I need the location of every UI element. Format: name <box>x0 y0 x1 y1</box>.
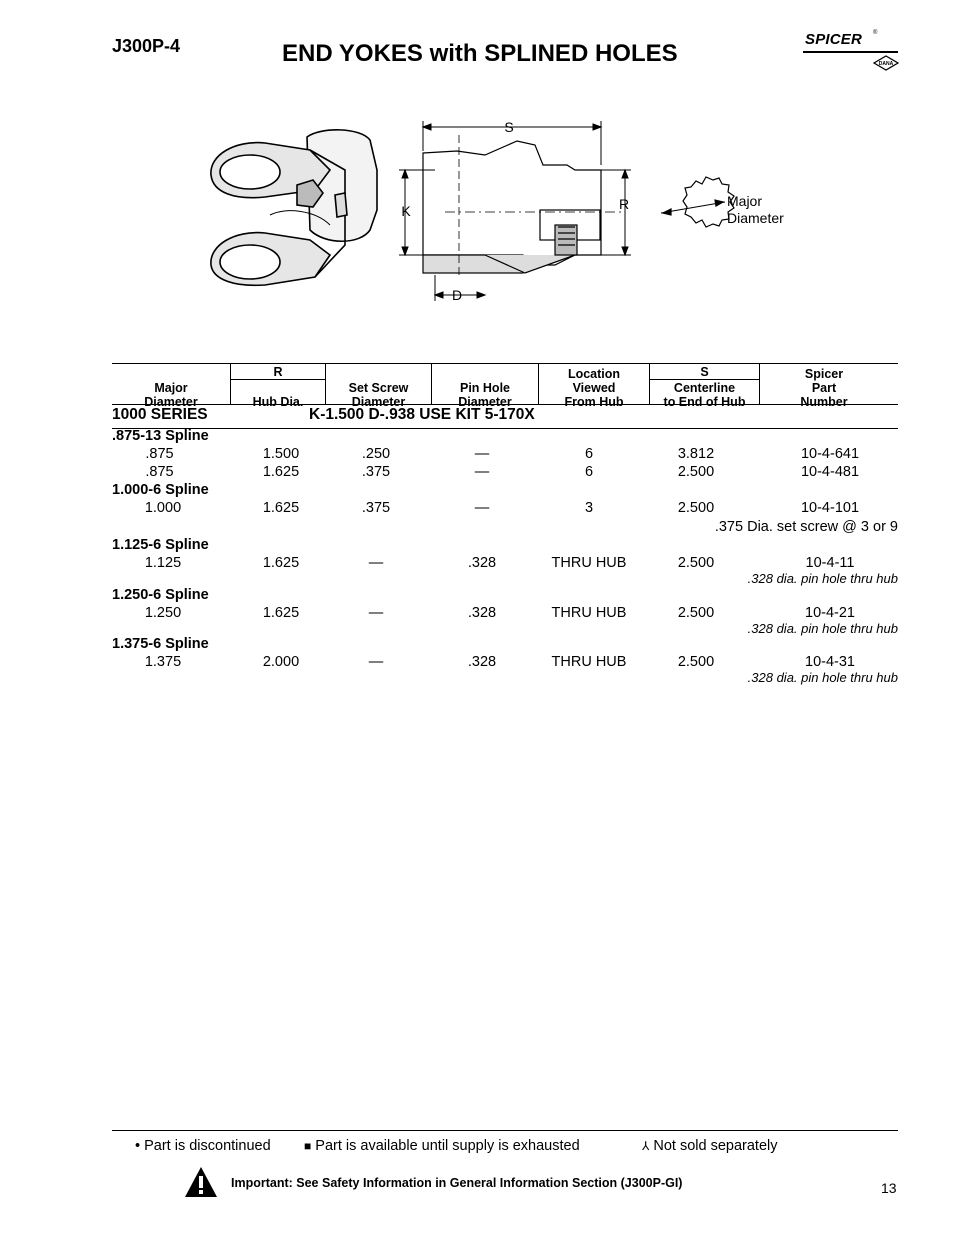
series-spec: K-1.500 D-.938 USE KIT 5-170X <box>309 406 535 423</box>
dimension-lines <box>399 121 631 301</box>
legend-supply: ■ Part is available until supply is exhausted <box>304 1138 580 1154</box>
header-centerline: Centerline to End of Hub <box>663 381 746 409</box>
page-title: END YOKES with SPLINED HOLES <box>282 40 678 67</box>
brand-name: SPICER <box>805 31 863 48</box>
row-note: .375 Dia. set screw @ 3 or 9 <box>714 519 898 535</box>
legend-not-sold: ⅄ Not sold separately <box>642 1138 778 1154</box>
spline-group-title: 1.250-6 Spline <box>112 587 209 603</box>
dim-s-label: S <box>504 119 514 135</box>
row-note: .328 dia. pin hole thru hub <box>747 670 898 685</box>
header-r: R <box>273 365 283 379</box>
bullet-icon: • <box>135 1138 141 1154</box>
footer-rule <box>112 1130 898 1131</box>
major-diameter-label-1: Major <box>727 193 763 209</box>
dim-r-label: R <box>618 196 630 212</box>
series-rule <box>112 428 898 429</box>
row-note: .328 dia. pin hole thru hub <box>747 621 898 636</box>
row-note: .328 dia. pin hole thru hub <box>747 571 898 586</box>
catalog-code: J300P-4 <box>112 36 181 56</box>
series-label: 1000 SERIES <box>112 406 208 423</box>
header-s: S <box>700 365 709 379</box>
page-number: 13 <box>881 1180 897 1196</box>
spline-group-title: 1.125-6 Spline <box>112 537 209 553</box>
legend-discontinued: • Part is discontinued <box>135 1138 271 1154</box>
end-yoke-drawing <box>195 115 800 310</box>
not-sold-icon: ⅄ <box>642 1139 650 1153</box>
header-hub: Hub Dia. <box>252 395 304 409</box>
registered-mark: ® <box>873 30 878 36</box>
spline-group-title: 1.000-6 Spline <box>112 482 209 498</box>
spline-group-title: .875-13 Spline <box>112 428 209 444</box>
r-header-rule <box>231 379 325 380</box>
header-location: Location Viewed From Hub <box>564 367 624 409</box>
svg-text:DANA: DANA <box>878 61 894 67</box>
warning-icon <box>183 1165 219 1199</box>
major-diameter-label-2: Diameter <box>727 210 784 226</box>
dana-diamond-icon <box>873 55 899 71</box>
header-pinhole: Pin Hole Diameter <box>458 381 512 409</box>
spline-group-title: 1.375-6 Spline <box>112 636 209 652</box>
header-part: Spicer Part Number <box>800 367 848 409</box>
header-setscrew: Set Screw Diameter <box>348 381 409 409</box>
dim-k-label: K <box>401 203 411 219</box>
logo-rule <box>803 51 898 53</box>
dim-d-label: D <box>451 287 463 303</box>
yoke-isometric-icon <box>211 130 377 285</box>
header-major: Major Diameter <box>144 381 198 409</box>
spicer-logo <box>803 30 899 76</box>
spline-gear-icon <box>661 177 734 227</box>
s-header-rule <box>650 379 760 380</box>
important-notice: Important: See Safety Information in General Information Section (J300P-GI) <box>231 1176 683 1190</box>
square-icon: ■ <box>304 1139 312 1153</box>
yoke-section-view <box>423 135 625 275</box>
